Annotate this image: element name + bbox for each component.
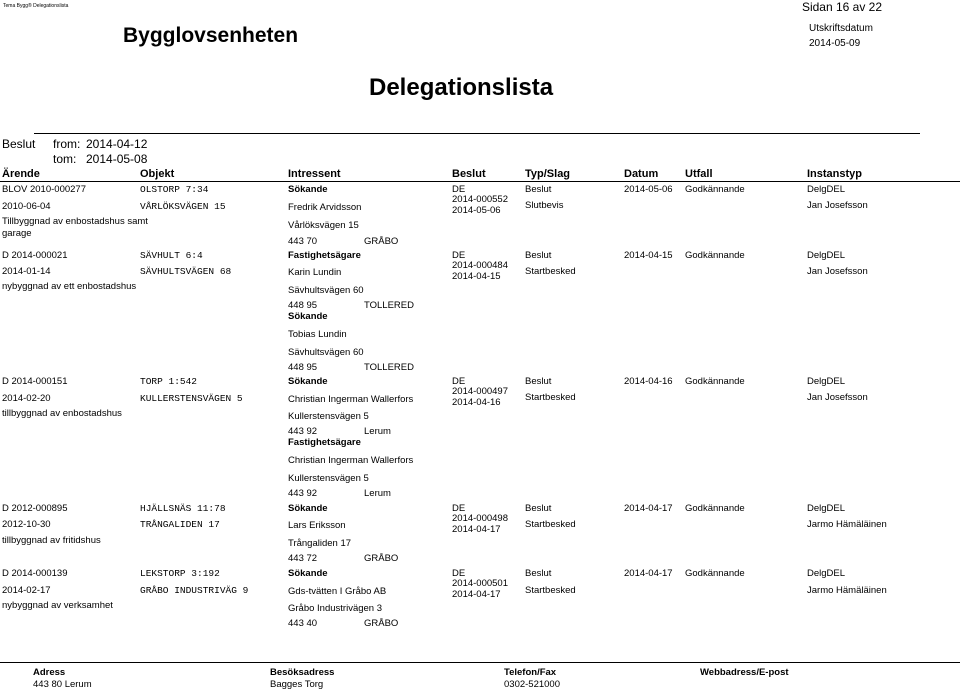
property-address: SÄVHULTSVÄGEN 68 [140, 266, 232, 277]
column-header-instanstyp: Instanstyp [807, 168, 863, 180]
stakeholder-zip: 443 70 [288, 236, 318, 247]
decision-type: Beslut [525, 568, 552, 579]
organization-name: Bygglovsenheten [123, 24, 299, 47]
decision-type: Beslut [525, 376, 552, 387]
stakeholder-name: Gds-tvätten I Gråbo AB [288, 586, 387, 597]
decision-number: 2014-000501 [452, 578, 508, 589]
case-date: 2014-02-17 [2, 585, 51, 596]
report-source-note: Tema Bygg® Delegationslista [3, 3, 69, 9]
decision-number: 2014-000484 [452, 260, 508, 271]
column-header-beslut: Beslut [452, 168, 486, 180]
footer-web-label: Webbadress/E-post [700, 667, 789, 678]
stakeholder-street: Kullerstensvägen 5 [288, 473, 369, 484]
footer-phone-label: Telefon/Fax [504, 667, 557, 678]
outcome: Godkännande [685, 376, 745, 387]
stakeholder-name: Tobias Lundin [288, 329, 347, 340]
filter-from-date: 2014-04-12 [86, 137, 148, 151]
case-number: BLOV 2010-000277 [2, 184, 86, 195]
case-number: D 2012-000895 [2, 503, 68, 514]
column-header-arende: Ärende [2, 168, 40, 180]
column-header-utfall: Utfall [685, 168, 713, 180]
case-description: garage [2, 228, 32, 239]
column-header-divider [0, 181, 960, 182]
case-date: 2014-02-20 [2, 393, 51, 404]
stakeholder-name: Fredrik Arvidsson [288, 202, 362, 213]
property-designation: HJÄLLSNÄS 11:78 [140, 503, 226, 514]
decision-type: Beslut [525, 250, 552, 261]
footer-visit-label: Besöksadress [270, 667, 335, 678]
stakeholder-role: Sökande [288, 568, 328, 579]
stakeholder-zip: 448 95 [288, 362, 318, 373]
property-address: GRÅBO INDUSTRIVÄG 9 [140, 585, 249, 596]
case-number: D 2014-000021 [2, 250, 68, 261]
case-description: tillbyggnad av fritidshus [2, 535, 101, 546]
stakeholder-role: Fastighetsägare [288, 250, 361, 261]
decision-number: 2014-000498 [452, 513, 508, 524]
property-address: KULLERSTENSVÄGEN 5 [140, 393, 243, 404]
stakeholder-street: Sävhultsvägen 60 [288, 347, 364, 358]
decision-type: Beslut [525, 503, 552, 514]
instance-type: DelgDEL [807, 250, 846, 261]
page-title: Delegationslista [369, 74, 554, 101]
filter-from-label: from: [53, 137, 81, 151]
decision-date: 2014-04-16 [452, 397, 501, 408]
instance-type: DelgDEL [807, 184, 846, 195]
footer-address-label: Adress [33, 667, 66, 678]
decision-date: 2014-04-17 [452, 589, 501, 600]
stakeholder-role: Sökande [288, 184, 328, 195]
property-designation: LEKSTORP 3:192 [140, 568, 220, 579]
case-description: tillbyggnad av enbostadshus [2, 408, 122, 419]
filter-label: Beslut [2, 137, 36, 151]
outcome: Godkännande [685, 568, 745, 579]
instance-type: DelgDEL [807, 503, 846, 514]
decision-number: 2014-000497 [452, 386, 508, 397]
instance-type: DelgDEL [807, 376, 846, 387]
decision-kind: Slutbevis [525, 200, 564, 211]
property-designation: TORP 1:542 [140, 376, 198, 387]
stakeholder-role: Sökande [288, 503, 328, 514]
outcome-date: 2014-04-17 [624, 568, 673, 579]
stakeholder-name: Christian Ingerman Wallerfors [288, 455, 414, 466]
decision-kind: Startbesked [525, 392, 576, 403]
case-description: Tillbyggnad av enbostadshus samt [2, 216, 148, 227]
decision-code: DE [452, 568, 466, 579]
outcome-date: 2014-05-06 [624, 184, 673, 195]
stakeholder-role: Sökande [288, 376, 328, 387]
outcome: Godkännande [685, 503, 745, 514]
decision-date: 2014-04-15 [452, 271, 501, 282]
stakeholder-role: Sökande [288, 311, 328, 322]
outcome-date: 2014-04-15 [624, 250, 673, 261]
decision-number: 2014-000552 [452, 194, 508, 205]
outcome: Godkännande [685, 250, 745, 261]
stakeholder-city: GRÅBO [364, 618, 399, 629]
case-officer: Jan Josefsson [807, 266, 868, 277]
case-officer: Jan Josefsson [807, 392, 868, 403]
filter-to-date: 2014-05-08 [86, 152, 148, 166]
decision-kind: Startbesked [525, 266, 576, 277]
decision-date: 2014-04-17 [452, 524, 501, 535]
stakeholder-city: GRÅBO [364, 553, 399, 564]
stakeholder-name: Karin Lundin [288, 267, 342, 278]
decision-code: DE [452, 184, 466, 195]
case-date: 2010-06-04 [2, 201, 51, 212]
stakeholder-street: Kullerstensvägen 5 [288, 411, 369, 422]
stakeholder-city: Lerum [364, 488, 391, 499]
stakeholder-city: GRÅBO [364, 236, 399, 247]
column-header-typ-slag: Typ/Slag [525, 168, 571, 180]
stakeholder-street: Vårlöksvägen 15 [288, 220, 359, 231]
outcome: Godkännande [685, 184, 745, 195]
instance-type: DelgDEL [807, 568, 846, 579]
decision-code: DE [452, 503, 466, 514]
case-description: nybyggnad av ett enbostadshus [2, 281, 137, 292]
stakeholder-street: Sävhultsvägen 60 [288, 285, 364, 296]
decision-type: Beslut [525, 184, 552, 195]
footer-phone: 0302-521000 [504, 679, 560, 690]
stakeholder-street: Gråbo Industrivägen 3 [288, 603, 383, 614]
print-date-label: Utskriftsdatum [809, 23, 873, 34]
case-description: nybyggnad av verksamhet [2, 600, 113, 611]
column-header-intressent: Intressent [288, 168, 341, 180]
stakeholder-role: Fastighetsägare [288, 437, 361, 448]
case-officer: Jarmo Hämäläinen [807, 519, 887, 530]
decision-code: DE [452, 376, 466, 387]
decision-kind: Startbesked [525, 585, 576, 596]
footer-divider [0, 662, 960, 663]
stakeholder-street: Trångaliden 17 [288, 538, 352, 549]
property-address: VÅRLÖKSVÄGEN 15 [140, 201, 226, 212]
property-designation: OLSTORP 7:34 [140, 184, 209, 195]
stakeholder-city: TOLLERED [364, 362, 414, 373]
decision-date: 2014-05-06 [452, 205, 501, 216]
outcome-date: 2014-04-17 [624, 503, 673, 514]
print-date: 2014-05-09 [809, 38, 861, 49]
stakeholder-zip: 443 40 [288, 618, 318, 629]
outcome-date: 2014-04-16 [624, 376, 673, 387]
stakeholder-zip: 443 92 [288, 488, 318, 499]
case-date: 2012-10-30 [2, 519, 51, 530]
decision-code: DE [452, 250, 466, 261]
stakeholder-name: Lars Eriksson [288, 520, 346, 531]
stakeholder-zip: 443 72 [288, 553, 318, 564]
footer-visit-address: Bagges Torg [270, 679, 324, 690]
stakeholder-name: Christian Ingerman Wallerfors [288, 394, 414, 405]
property-address: TRÅNGALIDEN 17 [140, 519, 220, 530]
column-header-objekt: Objekt [140, 168, 175, 180]
case-officer: Jan Josefsson [807, 200, 868, 211]
stakeholder-city: TOLLERED [364, 300, 414, 311]
case-number: D 2014-000151 [2, 376, 68, 387]
decision-kind: Startbesked [525, 519, 576, 530]
column-header-datum: Datum [624, 168, 659, 180]
property-designation: SÄVHULT 6:4 [140, 250, 203, 261]
stakeholder-city: Lerum [364, 426, 391, 437]
header-divider [34, 133, 920, 134]
stakeholder-zip: 443 92 [288, 426, 318, 437]
page-indicator: Sidan 16 av 22 [801, 0, 882, 14]
footer-address: 443 80 Lerum [33, 679, 92, 690]
filter-to-label: tom: [53, 152, 77, 166]
case-number: D 2014-000139 [2, 568, 68, 579]
stakeholder-zip: 448 95 [288, 300, 318, 311]
case-date: 2014-01-14 [2, 266, 51, 277]
case-officer: Jarmo Hämäläinen [807, 585, 887, 596]
